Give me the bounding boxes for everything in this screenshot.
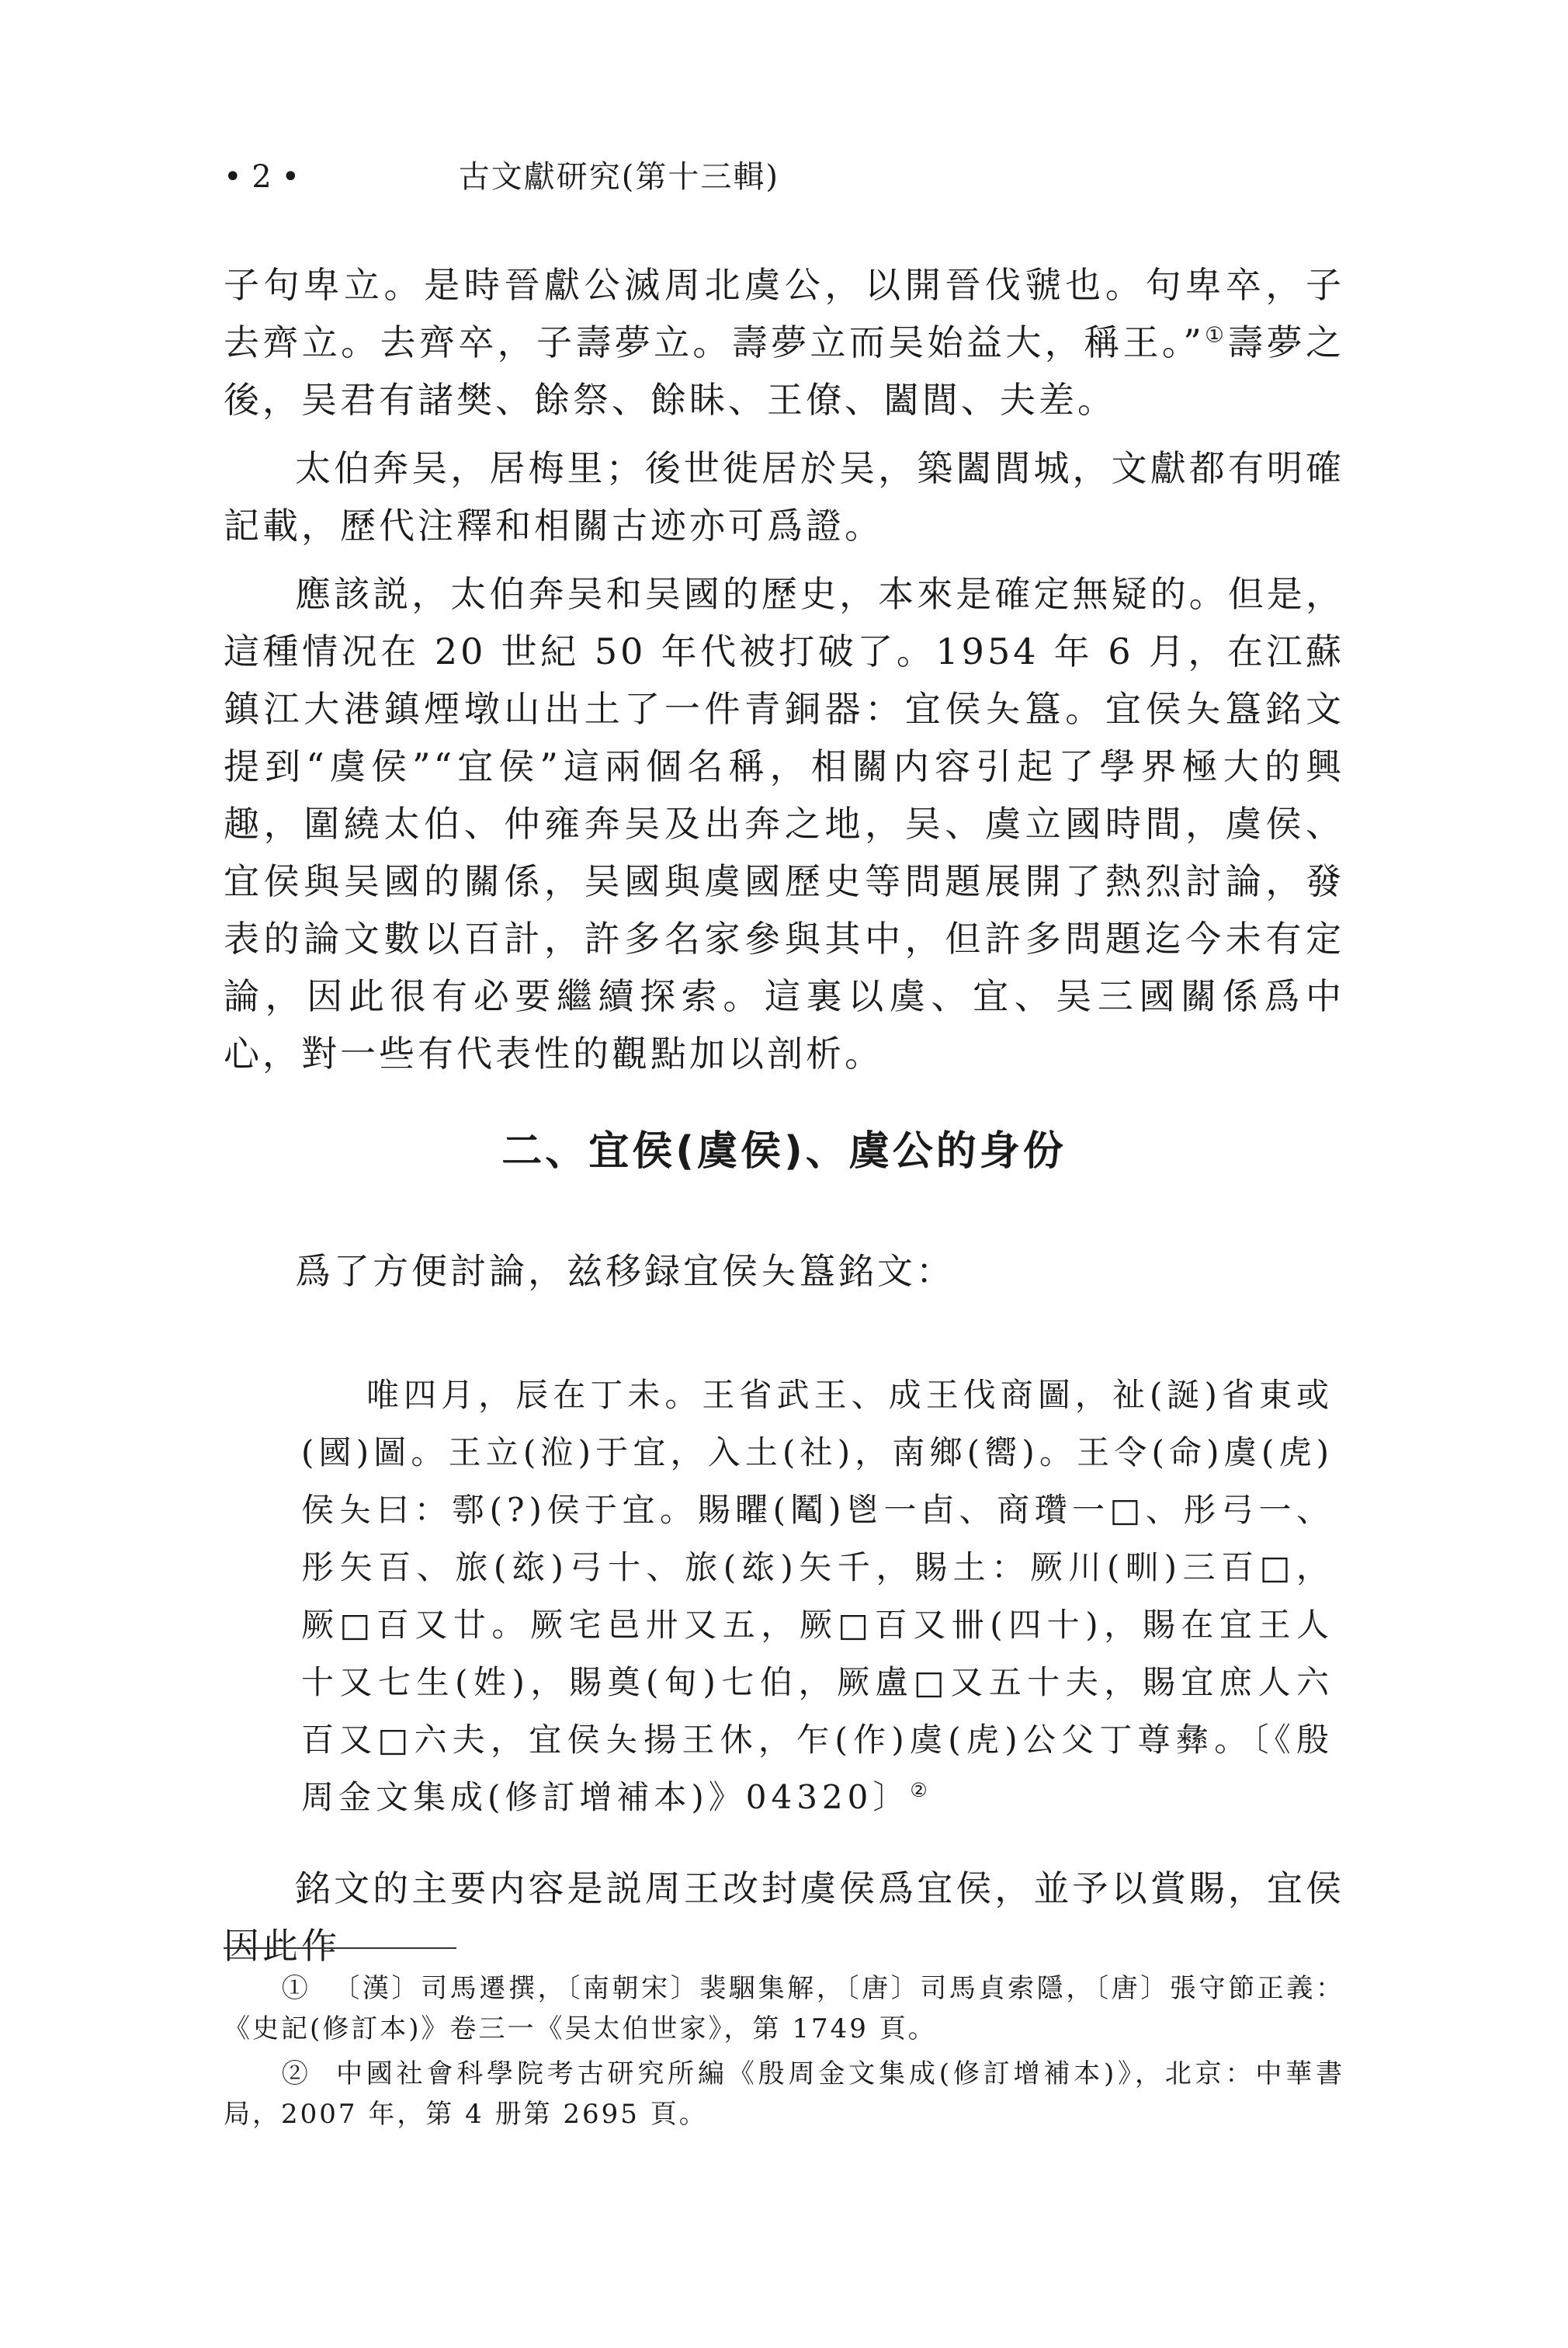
body-text-bottom bbox=[224, 1860, 1344, 1985]
running-header bbox=[224, 154, 779, 200]
paragraph-2: 太伯奔吴，居梅里；後世徙居於吴，築闔閭城，文獻都有明確記載，歷代注釋和相關古迹亦可爲證。 bbox=[224, 447, 1344, 547]
footnote-2 bbox=[224, 2054, 1344, 2134]
paragraph-1-text: 子句卑立。是時晉獻公滅周北虞公，以開晉伐虢也。句卑卒，子去齊立。去齊卒，子壽夢立。壽夢立而吴始益大，稱王。” bbox=[224, 264, 1344, 363]
footnote-divider bbox=[224, 1947, 456, 1949]
footnote-2-mark: ② bbox=[281, 2058, 312, 2089]
footnote-ref-2[interactable]: ② bbox=[910, 1779, 932, 1801]
paragraph-1-tail: 壽夢之後，吴君有諸樊、餘祭、餘眛、王僚、闔閭、夫差。 bbox=[224, 321, 1344, 421]
intro-block bbox=[224, 1242, 1344, 1311]
footnotes bbox=[224, 1968, 1344, 2139]
intro-paragraph: 爲了方便討論，兹移録宜侯夨簋銘文： bbox=[295, 1250, 955, 1292]
page-number: • 2 • bbox=[224, 159, 300, 195]
footnote-ref-1[interactable]: ① bbox=[1204, 321, 1228, 348]
paragraph-3: 應該説，太伯奔吴和吴國的歷史，本來是確定無疑的。但是，這種情况在 20 世紀 50 年代被打破了。1954 年 6 月，在江蘇鎮江大港鎮煙墩山出土了一件青銅器：宜侯夨簋。宜侯夨簋銘文提到“虞侯”“宜侯”這兩個名稱，相關内容引起了學界極大的興趣，圍繞太伯、仲雍奔吴及出奔之地，吴、虞立國時間，虞侯、宜侯與吴國的關係，吴國與虞國歷史等問題展開了熱烈討論，發表的論文數以百計，許多名家參與其中，但許多問題迄今未有定論，因此很有必要繼續探索。這裏以虞、宜、吴三國關係爲中心，對一些有代表性的觀點加以剖析。 bbox=[224, 573, 1344, 1075]
footnote-2-text: 中國社會科學院考古研究所編《殷周金文集成(修訂增補本)》，北京：中華書局，2007 年，第 4 册第 2695 頁。 bbox=[224, 2058, 1344, 2130]
inscription-quote bbox=[301, 1367, 1334, 1826]
paragraph-last: 銘文的主要内容是説周王改封虞侯爲宜侯，並予以賞賜，宜侯因此作 bbox=[224, 1867, 1344, 1967]
journal-title: 古文獻研究(第十三輯) bbox=[458, 159, 779, 195]
section-heading: 二、宜侯(虞侯)、虞公的身份 bbox=[501, 1128, 1067, 1175]
footnote-1-mark: ① bbox=[281, 1973, 311, 2004]
footnote-1-text: 〔漢〕司馬遷撰，〔南朝宋〕裴駰集解，〔唐〕司馬貞索隱，〔唐〕張守節正義：《史記(修訂本)》卷三一《吴太伯世家》，第 1749 頁。 bbox=[224, 1973, 1344, 2044]
footnote-1 bbox=[224, 1968, 1344, 2049]
inscription-text: 唯四月，辰在丁未。王省武王、成王伐商圖，祉(誕)省東或(國)圖。王立(涖)于宜，入土(社)，南鄉(嚮)。王令(命)虞(虎)侯夨曰：鄠(?)侯于宜。賜䂂(䰗)鬯一卣、商瓚一□、彤弓一、彤矢百、旅(玈)弓十、旅(玈)矢千，賜土：厥川(甽)三百□，厥□百又廿。厥宅邑卅又五，厥□百又卌(四十)，賜在宜王人十又七生(姓)，賜奠(甸)七伯，厥盧□又五十夫，賜宜庶人六百又□六夫，宜侯夨揚王休，乍(作)虞(虎)公父丁尊彝。〔《殷周金文集成(修訂增補本)》04320〕 bbox=[301, 1376, 1334, 1816]
body-text-top bbox=[224, 256, 1344, 1093]
paragraph-1 bbox=[224, 256, 1344, 429]
